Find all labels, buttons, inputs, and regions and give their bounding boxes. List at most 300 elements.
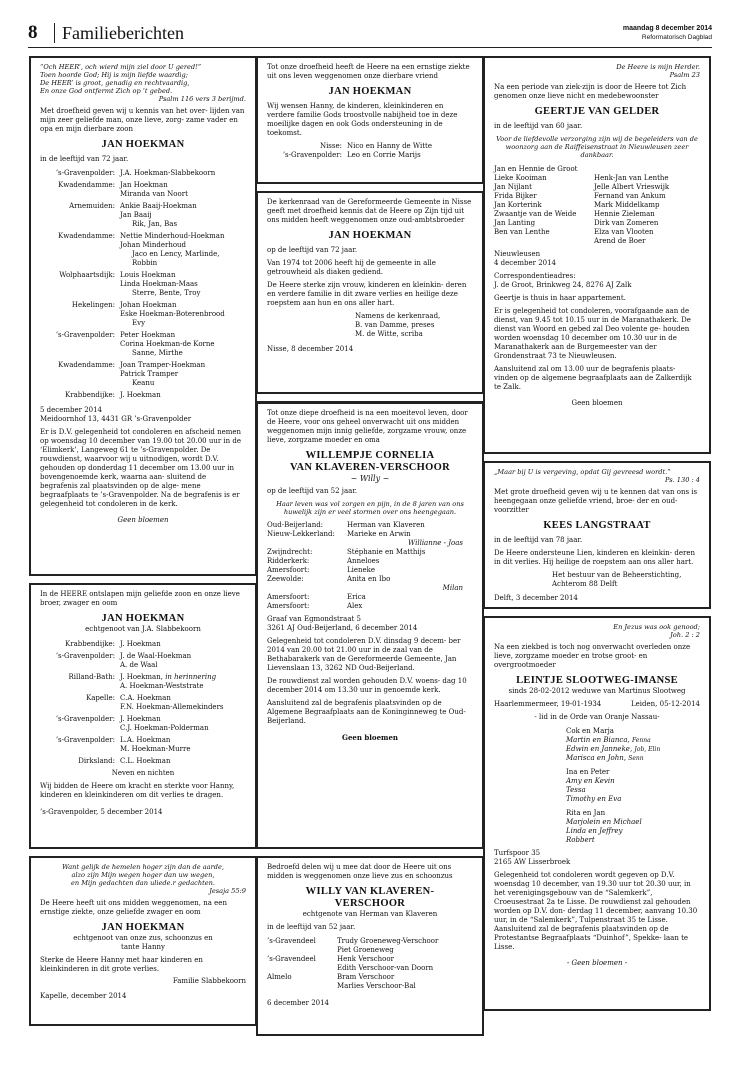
- family-row: [40, 280, 246, 289]
- family-entry: [267, 593, 473, 602]
- name: Frida Bijker: [494, 192, 537, 200]
- family-names: Trudy Groeneweg-Verschoor: [337, 937, 439, 945]
- family-names: Rik, Jan, Bas: [132, 220, 178, 228]
- section-title: Familieberichten: [54, 23, 184, 43]
- family-names: A. Hoekman-Weststrate: [120, 682, 204, 690]
- family-entry: [40, 169, 246, 178]
- age: in de leeftijd van 72 jaar.: [40, 155, 129, 163]
- family-names: J. Hoekman: [120, 640, 161, 648]
- family-row: [267, 964, 473, 973]
- family-row: [40, 652, 246, 661]
- page-number: 8: [28, 22, 38, 43]
- family-names: Marieke en Arwin: [347, 530, 411, 538]
- family-row: [40, 640, 246, 649]
- family-names: Alex: [347, 602, 363, 610]
- verse-lines: “Och HEER’, och wierd mijn ziel door U gered!” Toen hoorde God; Hij is mijn liefde waardig; De HEER’ is groot, genadig en rechtvaardig, En onze God ontfermt Zich op ’t gebed. Psalm 116 vers 3 berijmd.: [40, 63, 246, 103]
- body: Wij wensen Hanny, de kinderen, kleinkinderen en verdere familie Gods troostvolle nabijheid toe in deze moeilijke dagen en ook Gods ondersteuning in de toekomst.: [267, 102, 458, 137]
- family-row: [267, 973, 473, 982]
- name: Jelle Albert Vrieswijk: [594, 183, 670, 191]
- family-row: [40, 211, 246, 220]
- order-line: - lid in de Orde van Oranje Nassau-: [534, 713, 660, 721]
- age: op de leeftijd van 52 jaar.: [267, 487, 358, 495]
- family-row: [40, 241, 246, 250]
- verse-lines: En Jezus was ook genood; Joh. 2 : 2: [613, 623, 700, 639]
- family-row: [267, 575, 473, 584]
- family-entry: [40, 202, 246, 229]
- family-row: [267, 530, 473, 539]
- family-place: Krabbendijke:: [65, 640, 115, 648]
- name: Ben van Lenthe: [494, 228, 550, 236]
- family-entry: [40, 181, 246, 199]
- family-names: F.N. Hoekman-Allemekinders: [120, 703, 224, 711]
- address: Graaf van Egmondstraat 5 3261 AJ Oud-Beijerland, 6 december 2014: [267, 615, 418, 632]
- family-names: Jaco en Lency, Marlinde, Robbin: [132, 250, 220, 267]
- issue-date: maandag 8 december 2014: [622, 25, 712, 32]
- names-right: [594, 174, 669, 246]
- family-names: Anneloes: [347, 557, 380, 565]
- family-row: [40, 682, 246, 691]
- family-row: [40, 703, 246, 712]
- family-entry: [267, 602, 473, 611]
- nickname: ~ Willy ~: [350, 474, 390, 483]
- family-place: [40, 241, 120, 250]
- column-left: [29, 56, 257, 1033]
- family-names: C.A. Hoekman: [120, 694, 171, 702]
- name: Jan Korterink: [494, 201, 542, 209]
- body: Sterke de Heere Hanny met haar kinderen en kleinkinderen in dit grote verlies.: [40, 956, 203, 973]
- burial-info: Aansluitend zal de begrafenis plaatsvinden op de Algemene Begraafplaats aan de Koninginneweg te Oud-Beijerland.: [267, 699, 466, 725]
- notice-date: 6 december 2014: [267, 999, 330, 1007]
- family-place: Ridderkerk:: [267, 557, 310, 565]
- family-row: [40, 370, 246, 379]
- notice-date: Delft, 3 december 2014: [494, 594, 578, 602]
- family-entry: [40, 736, 246, 754]
- deceased-name: JAN HOEKMAN: [101, 139, 185, 150]
- age: op de leeftijd van 72 jaar.: [267, 246, 358, 254]
- signature: Namens de kerkenraad, B. van Damme, preses M. de Witte, scriba: [355, 312, 441, 338]
- spouse-line: echtgenote van Herman van Klaveren: [302, 910, 438, 918]
- family-member: Linda en Jeffrey: [566, 827, 623, 835]
- family-entry: [40, 757, 246, 766]
- care-thanks: Voor de liefdevolle verzorging zijn wij de begeleiders van de woonzorg aan de Raiffeisenstraat in Nieuwleusen zeer dankbaar.: [496, 135, 698, 159]
- family-member: Martin en Bianca, Fenna: [566, 736, 651, 744]
- family-row: [40, 757, 246, 766]
- family-place: Kapelle:: [85, 694, 115, 702]
- family-member: Marjolein en Michael: [566, 818, 642, 826]
- family-names: Sanne, Mirthe: [132, 349, 183, 357]
- name: Dirk van Zomeren: [594, 219, 659, 227]
- service: Van 1974 tot 2006 heeft hij de gemeente in alle getrouwheid als diaken gediend.: [267, 259, 436, 276]
- family-row: [267, 521, 473, 530]
- family-names: Marlies Verschoor-Bal: [337, 982, 416, 990]
- name: Henk-Jan van Lenthe: [594, 174, 669, 182]
- no-flowers: Geen bloemen: [571, 399, 623, 407]
- family-names: Bram Verschoor: [337, 973, 395, 981]
- family-names: Nettie Minderhoud-Hoekman: [120, 232, 225, 240]
- family-place: ’s-Gravenpolder:: [55, 331, 115, 339]
- notice-date: ’s-Gravenpolder, 5 december 2014: [40, 808, 163, 816]
- family-list: [267, 521, 473, 611]
- family-place: Arnemuiden:: [69, 202, 115, 210]
- body: De Heere ondersteune Lien, kinderen en kleinkin- deren in dit verlies. Hij heilige de roepstem aan ons aller hart.: [494, 549, 695, 566]
- name: Fernand van Ankum: [594, 192, 666, 200]
- family-list: [40, 640, 246, 766]
- family-names: Keanu: [132, 379, 155, 387]
- deceased-name: WILLEMPJE CORNELIA VAN KLAVEREN-VERSCHOOR: [290, 450, 450, 473]
- intro: Tot onze droefheid heeft de Heere na een ernstige ziekte uit ons leven weggenomen onze dierbare vriend: [267, 63, 470, 80]
- column-right: [483, 56, 711, 1018]
- family-place: Hekelingen:: [71, 301, 115, 309]
- notice-date: Kapelle, december 2014: [40, 992, 127, 1000]
- signature: Het bestuur van de Beheerstichting, Achterom 88 Delft: [552, 571, 682, 588]
- family-row: [40, 340, 246, 349]
- family-entry: [40, 673, 246, 691]
- family-row: [267, 937, 473, 946]
- family-place: ’s-Gravenpolder:: [55, 169, 115, 177]
- family-entry: [267, 937, 473, 955]
- family-place: Kwadendamme:: [58, 232, 115, 240]
- family-list: [40, 169, 246, 400]
- family-names: Evy: [132, 319, 146, 327]
- family-names: Lieneke: [347, 566, 376, 574]
- family-names: Piet Groeneweg: [337, 946, 394, 954]
- name: Hennie Zieleman: [594, 210, 655, 218]
- family-names: Jan Baaij: [120, 211, 152, 219]
- family-row: [40, 391, 246, 400]
- family-place: [267, 584, 337, 593]
- family-names: C.L. Hoekman: [120, 757, 171, 765]
- family-entry: [40, 271, 246, 298]
- intro: Tot onze diepe droefheid is na een moeitevol leven, door de Heere, voor ons geheel onverwacht uit ons midden weggenomen mijn innig geliefde, zorgzame vrouw, onze lieve, zorgzame moeder en oma: [267, 409, 468, 444]
- family-place: [40, 250, 120, 268]
- family-row: [40, 250, 246, 268]
- notice-jan-hoekman-slabbekoorn: [29, 856, 257, 1026]
- family-place: [40, 745, 120, 754]
- deceased-name: GEERTJE VAN GELDER: [534, 106, 660, 117]
- family-entry: [267, 973, 473, 991]
- family-entry: [40, 652, 246, 670]
- signature: Familie Slabbekoorn: [172, 977, 246, 985]
- family-entry: [40, 331, 246, 358]
- neven: Neven en nichten: [111, 769, 175, 777]
- family-names: Patrick Tramper: [120, 370, 179, 378]
- family-place: Dirksland:: [78, 757, 115, 765]
- family-row: [40, 271, 246, 280]
- family-member: Amy en Kevin: [566, 777, 615, 785]
- family-row: [40, 736, 246, 745]
- family-entry: [40, 694, 246, 712]
- body: De Heere sterke zijn vrouw, kinderen en kleinkin- deren en verdere familie in dit zware verlies en heilige deze roepstem aan hun en ons aller hart.: [267, 281, 467, 307]
- grandchildren: Milan: [442, 584, 463, 592]
- family-row: [40, 319, 246, 328]
- family-row: [40, 673, 246, 682]
- family-member: Cok en Marja: [566, 727, 614, 735]
- family-place: Rilland-Bath:: [68, 673, 115, 681]
- family-row: [267, 584, 473, 593]
- deceased-name: LEINTJE SLOOTWEG-IMANSE: [516, 675, 678, 686]
- family-row: [267, 593, 473, 602]
- family-row: [40, 289, 246, 298]
- family-row: [40, 694, 246, 703]
- family-list: [267, 937, 473, 991]
- family-entry: [267, 575, 473, 593]
- family-names: J. Hoekman, in herinnering: [120, 673, 217, 681]
- verse-ref: Ps. 130 : 4: [664, 476, 700, 484]
- family-place: ’s-Gravendeel: [267, 955, 316, 963]
- deceased-name: JAN HOEKMAN: [328, 86, 412, 97]
- family-row: [267, 602, 473, 611]
- body: Wij bidden de Heere om kracht en sterkte voor Hanny, kinderen en kleinkinderen om dit verlies te dragen.: [40, 782, 235, 799]
- family-names: Herman van Klaveren: [347, 521, 425, 529]
- family-place: [40, 220, 120, 229]
- family-member: Edwin en Janneke, Job, Elin: [566, 745, 661, 753]
- family-names: Anita en Ibo: [347, 575, 391, 583]
- family-place: [40, 310, 120, 319]
- family-place: Kwadendamme:: [58, 361, 115, 369]
- family-entry: [40, 361, 246, 388]
- verse: „Maar bij U is vergeving, opdat Gij gevreesd wordt.”: [494, 468, 671, 476]
- notice-jan-hoekman-siblings: [29, 583, 257, 849]
- family-place: Amersfoort:: [267, 593, 310, 601]
- grandchild: Job, Elin: [634, 746, 661, 753]
- family-entry: [267, 530, 473, 548]
- family-row: [40, 724, 246, 733]
- family-row: [267, 946, 473, 955]
- family-row: [267, 955, 473, 964]
- notice-kerkenraad-nisse: [256, 191, 484, 394]
- no-flowers: - Geen bloemen -: [566, 959, 628, 967]
- family-place: Wolphaartsdijk:: [59, 271, 115, 279]
- widow-line: sinds 28-02-2012 weduwe van Martinus Slootweg: [508, 687, 686, 695]
- family-place: Krabbendijke:: [65, 391, 115, 399]
- name: Arend de Boer: [594, 237, 646, 245]
- life-dates: Haarlemmermeer, 19-01-1934 Leiden, 05-12-2014: [494, 700, 700, 708]
- home-note: Geertje is thuis in haar appartement.: [494, 294, 626, 302]
- notice-date: Nisse, 8 december 2014: [267, 345, 354, 353]
- column-middle: [256, 56, 484, 1043]
- family-entry: [267, 548, 473, 557]
- family-names: L.A. Hoekman: [120, 736, 171, 744]
- family-names: J. Hoekman: [120, 391, 161, 399]
- family-names: Corina Hoekman-de Korne: [120, 340, 215, 348]
- name: Lieke Kooiman: [494, 174, 547, 182]
- family-row: [40, 232, 246, 241]
- service-info: Er is gelegenheid tot condoleren, voorafgaande aan de dienst, van 9.45 tot 10.15 uur in de Maranathakerk. De dienst van Woord en gebed zal Deo volente ge- houden worden woensdag 10 december om 10.30 uur in de Maranathakerk aan de Burgemeester van der Grondenstraat 73 te Nieuwleusen.: [494, 307, 691, 360]
- family-place: Nieuw-Lekkerland:: [267, 530, 335, 538]
- family-row: [40, 745, 246, 754]
- family-names: Henk Verschoor: [337, 955, 394, 963]
- family-place: [40, 682, 120, 691]
- quote: Haar leven was vol zorgen en pijn, in de 8 jaren van ons huwelijk zijn er veel stormen over ons heengegaan.: [276, 500, 464, 516]
- family-entry: [40, 301, 246, 328]
- family-member: Timothy en Eva: [566, 795, 622, 803]
- family-names: Edith Verschoor-van Doorn: [337, 964, 434, 972]
- family-place: Zeewolde:: [267, 575, 304, 583]
- service-info: De rouwdienst zal worden gehouden D.V. woens- dag 10 december 2014 om 13.30 uur in genoemde kerk.: [267, 677, 467, 694]
- family-row: [267, 982, 473, 991]
- family-place: Amersfoort:: [267, 602, 310, 610]
- lead-names: Jan en Hennie de Groot: [494, 165, 578, 173]
- family-place: [40, 319, 120, 328]
- family-group: [566, 727, 700, 763]
- family-row: [40, 202, 246, 211]
- family-names: Peter Hoekman: [120, 331, 176, 339]
- family-row: [40, 661, 246, 670]
- deceased-name: KEES LANGSTRAAT: [543, 520, 651, 531]
- family-place: [40, 340, 120, 349]
- intro: Na een ziekbed is toch nog onverwacht overleden onze lieve, zorgzame moeder en trotse groot- en overgrootmoeder: [494, 643, 691, 669]
- age: in de leeftijd van 52 jaar.: [267, 923, 356, 931]
- family-entry: [40, 391, 246, 400]
- no-flowers: Geen bloemen: [341, 733, 399, 742]
- family-place: [267, 964, 337, 973]
- intro: Met grote droefheid geven wij u te kennen dat van ons is heengegaan onze geliefde vriend, broe- der en oud-voorzitter: [494, 488, 698, 514]
- condolence-info: Gelegenheid tot condoleren D.V. dinsdag 9 decem- ber 2014 van 20.00 tot 21.00 uur in de zaal van de Bethabarakerk van de Gereformeerde Gemeente, Jan Lievenslaan 13, 3262 ND Oud-Beijerland.: [267, 637, 461, 672]
- name: Elza van Vlooten: [594, 228, 654, 236]
- notice-willy-van-klaveren: [256, 401, 484, 849]
- family-group: [566, 809, 700, 845]
- age: in de leeftijd van 78 jaar.: [494, 536, 583, 544]
- family-place: Kwadendamme:: [58, 181, 115, 189]
- family-names: M. Hoekman-Murre: [120, 745, 191, 753]
- family-row: [267, 539, 473, 548]
- family-names: A. de Waal: [120, 661, 158, 669]
- family-place: Amersfoort:: [267, 566, 310, 574]
- family-place: ’s-Gravenpolder:: [55, 736, 115, 744]
- age: in de leeftijd van 60 jaar.: [494, 122, 583, 130]
- page-header: [28, 22, 712, 48]
- family-member: Tessa: [566, 786, 586, 794]
- notice-leintje-slootweg: [483, 616, 711, 1011]
- grandchild: Senn: [628, 755, 644, 762]
- family-entry: [267, 566, 473, 575]
- family-names: Stéphanie en Matthijs: [347, 548, 426, 556]
- family-names: Louis Hoekman: [120, 271, 176, 279]
- family-names: J. de Waal-Hoekman: [120, 652, 192, 660]
- family-entry: [40, 640, 246, 649]
- family-row: [267, 548, 473, 557]
- family-names: Ankie Baaij-Hoekman: [120, 202, 197, 210]
- family-place: Oud-Beijerland:: [267, 521, 324, 529]
- spouse-line: echtgenoot van J.A. Slabbekoorn: [85, 625, 201, 633]
- name: Jan Lanting: [494, 219, 536, 227]
- intro: Bedroefd delen wij u mee dat door de Heere uit ons midden is weggenomen onze lieve zus en schoonzus: [267, 863, 453, 880]
- family-names: Miranda van Noort: [120, 190, 188, 198]
- family-row: [40, 361, 246, 370]
- family-entry: [267, 521, 473, 530]
- family-groups: [494, 727, 700, 845]
- verse-lines: Want gelijk de hemelen hoger zijn dan de aarde, alzo zijn Mijn wegen hoger dan uw wegen, en Mijn gedachten dan uliede.r gedachten. Jesaja 55:9: [62, 863, 246, 895]
- names-left: [494, 174, 594, 246]
- family-entry: [40, 715, 246, 733]
- intro: De kerkenraad van de Gereformeerde Gemeente in Nisse geeft met droefheid kennis dat de Heere op Zijn tijd uit ons midden heeft weggenomen onze oud-ambtsbroeder: [267, 198, 472, 224]
- notice-willy-verschoor-siblings: [256, 856, 484, 1036]
- memoriam: in herinnering: [165, 673, 217, 681]
- family-place: Almelo: [267, 973, 292, 981]
- verse-lines: De Heere is mijn Herder. Psalm 23: [616, 63, 700, 79]
- address: Meidoornhof 13, 4431 GR ’s-Gravenpolder: [40, 415, 192, 423]
- family-row: [40, 349, 246, 358]
- funeral-info: Gelegenheid tot condoleren wordt gegeven op D.V. woensdag 10 december, van 19.30 uur tot 20.30 uur, in het verenigingsgebouw van de “Salemkerk”, Croeusestraat 2a te Lisse. De rouwdienst zal gehouden worden op D.V. don- derdag 11 december, aanvang 10.30 uur, in de “Salemkerk”, Tulpenstraat 35 te Lisse. Aansluitend zal de begrafenis plaatsvinden op de Protestantse Begraafplaats “Duinhof”, Spekke- laan te Lisse.: [494, 871, 698, 951]
- family-names: Erica: [347, 593, 366, 601]
- deceased-name: JAN HOEKMAN: [101, 613, 185, 624]
- notice-jan-hoekman-friends: [256, 56, 484, 184]
- family-place: [40, 289, 120, 298]
- family-row: [40, 220, 246, 229]
- sub-line: echtgenoot van onze zus, schoonzus en tante Hanny: [73, 934, 213, 951]
- deceased-name: JAN HOEKMAN: [328, 230, 412, 241]
- family-row: [40, 331, 246, 340]
- newspaper-name: Reformatorisch Dagblad: [641, 34, 712, 41]
- family-row: [40, 379, 246, 388]
- family-member: Robbert: [566, 836, 595, 844]
- grandchild: Fenna: [631, 737, 651, 744]
- family-place: ’s-Gravendeel: [267, 937, 316, 945]
- family-place: [267, 539, 337, 548]
- family-place: ’s-Gravenpolder:: [55, 652, 115, 660]
- family-place: [267, 982, 337, 991]
- intro: De Heere heeft uit ons midden weggenomen, na een ernstige ziekte, onze geliefde zwager en oom: [40, 899, 227, 916]
- notice-date: 5 december 2014: [40, 406, 103, 414]
- intro: In de HEERE ontslapen mijn geliefde zoon en onze lieve broer, zwager en oom: [40, 590, 240, 607]
- family-place: ’s-Gravenpolder:: [55, 715, 115, 723]
- family-place: [40, 379, 120, 388]
- correspondence: Correspondentieadres: J. de Groot, Brinkweg 24, 8276 AJ Zalk: [494, 272, 632, 289]
- family-place: [40, 211, 120, 220]
- address: Turfspoor 35 2165 AW Lisserbroek: [494, 849, 571, 866]
- family-names: Johan Hoekman: [120, 301, 177, 309]
- notice-kees-langstraat: [483, 461, 711, 609]
- family-names: Eske Hoekman-Boterenbrood: [120, 310, 225, 318]
- funeral-info: Er is D.V. gelegenheid tot condoleren en afscheid nemen op woensdag 10 december van 19.00 tot 20.00 uur in de ‘Elimkerk’, Langeweg 61 te ’s-Gravenpolder. De rouwdienst, waarvoor wij u uitnodigen, wordt D.V. gehouden op donderdag 11 december om 13.00 uur in bovengenoemde kerk, waarna aan- sluitend de begrafenis zal plaatsvinden op de alge- mene begraafplaats te ’s-Gravenpolder. Na de begrafenis is er gelegenheid tot condoleren in de kerk.: [40, 428, 242, 508]
- signers: Nisse: Nico en Hanny de Witte ’s-Gravenpolder: Leo en Corrie Marijs: [282, 142, 433, 159]
- family-entry: [267, 955, 473, 973]
- family-entry: [267, 557, 473, 566]
- family-place: [40, 190, 120, 199]
- name: Mark Middelkamp: [594, 201, 660, 209]
- family-place: [40, 724, 120, 733]
- deceased-name: JAN HOEKMAN: [101, 922, 185, 933]
- family-member: Ina en Peter: [566, 768, 610, 776]
- notice-jan-hoekman-family: [29, 56, 257, 576]
- family-place: [40, 280, 120, 289]
- family-entry: [40, 232, 246, 268]
- family-names: J.A. Hoekman-Slabbekoorn: [120, 169, 216, 177]
- family-place: [40, 661, 120, 670]
- names-grid: [494, 174, 700, 246]
- family-group: [566, 768, 700, 804]
- family-names: C.J. Hoekman-Polderman: [120, 724, 209, 732]
- family-row: [40, 181, 246, 190]
- family-place: Zwijndrecht:: [267, 548, 313, 556]
- deceased-name: WILLY VAN KLAVEREN- VERSCHOOR: [305, 886, 435, 909]
- grandchildren: Willianne - Joas: [408, 539, 463, 547]
- family-place: [267, 946, 337, 955]
- family-row: [267, 566, 473, 575]
- family-place: [40, 703, 120, 712]
- family-row: [40, 715, 246, 724]
- family-row: [40, 190, 246, 199]
- burial-info: Aansluitend zal om 13.00 uur de begrafenis plaats- vinden op de algemene begraafplaats aan de Zalkerdijk te Zalk.: [494, 365, 692, 391]
- family-row: [40, 169, 246, 178]
- family-member: Rita en Jan: [566, 809, 606, 817]
- family-row: [40, 310, 246, 319]
- family-row: [267, 557, 473, 566]
- family-names: Sterre, Bente, Troy: [132, 289, 201, 297]
- family-row: [40, 301, 246, 310]
- no-flowers: Geen bloemen: [117, 516, 169, 524]
- name: Zwaantje van de Weide: [494, 210, 577, 218]
